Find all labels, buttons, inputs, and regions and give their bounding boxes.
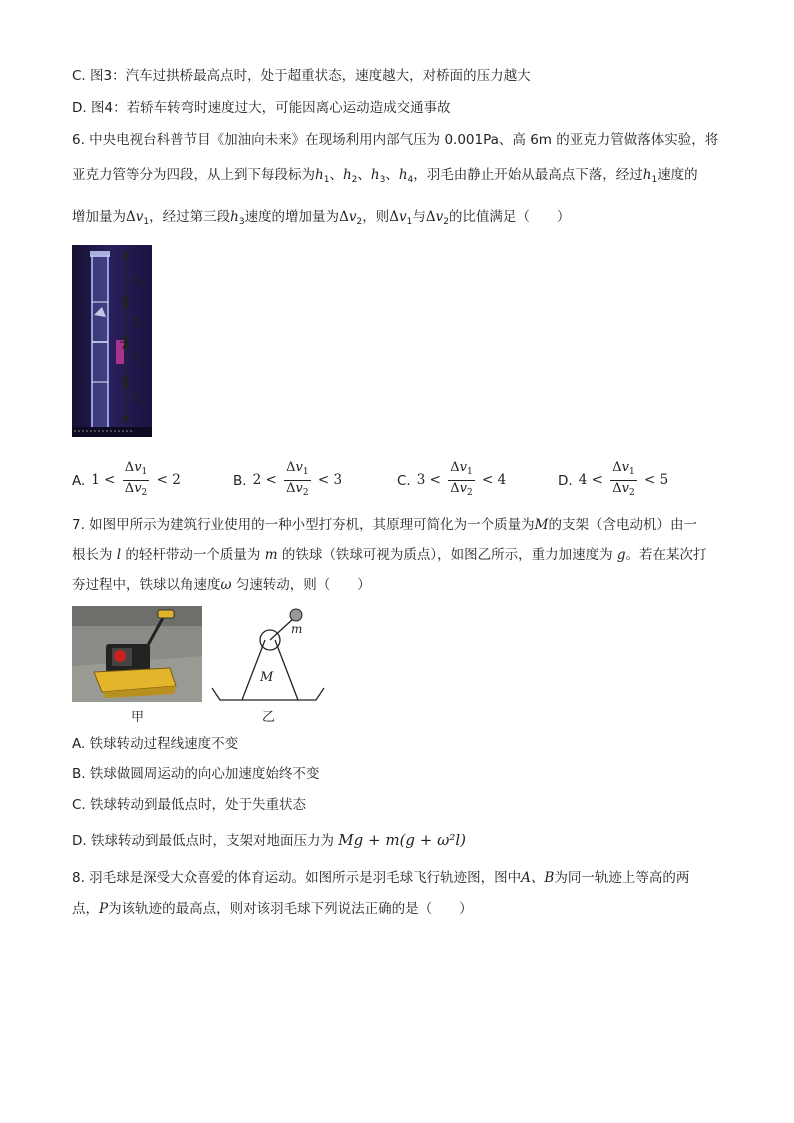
q8-stem-line2: 点，P为该轨迹的最高点，则对该羽毛球下列说法正确的是（ ）: [72, 901, 473, 917]
q6-stem-line1: 6. 中央电视台科普节目《加油向未来》在现场利用内部气压为 0.001Pa、高 6m 的亚克力管做落体实验，将: [72, 132, 719, 148]
q7-stem-line2: 根长为 l 的轻杆带动一个质量为 m 的铁球（铁球可视为质点），如图乙所示，重力加速度为 g。若在某次打: [72, 547, 707, 563]
q6-option-a: A. 1 < $\frac{\Delta v_1}{\Delta v_2}$ < 2: [72, 460, 181, 498]
q7-option-c: C. 铁球转动到最低点时，处于失重状态: [72, 797, 307, 813]
q7-option-d: D. 铁球转动到最低点时，支架对地面压力为 Mg + m(g + ω²l): [72, 831, 467, 849]
q7-option-a: A. 铁球转动过程线速度不变: [72, 736, 239, 752]
q7-figure-yi-diagram: [210, 604, 328, 704]
q7-stem-line1: 7. 如图甲所示为建筑行业使用的一种小型打夯机，其原理可简化为一个质量为M的支架（含电动机）由一: [72, 517, 697, 533]
h1-label: $h_1$: [132, 273, 147, 290]
q6-option-c: C. 3 < $\frac{\Delta v_1}{\Delta v_2}$ < 4: [397, 460, 507, 498]
h2-label: $h_2$: [132, 315, 147, 332]
h4-label: $h_4$: [132, 390, 147, 407]
q5-option-c: C. 图3：汽车过拱桥最高点时，处于超重状态，速度越大，对桥面的压力越大: [72, 68, 531, 84]
q6-stem-line3: 增加量为$\Delta v_1$，经过第三段$h_3$速度的增加量为$\Delta v_2$，则$\Delta v_1$与$\Delta v_2$的比值满足（ ）: [72, 209, 571, 227]
caption-yi: 乙: [262, 710, 276, 725]
q7-option-d-formula: Mg + m(g + ω²l): [338, 831, 467, 849]
q7-stem-line3: 夯过程中，铁球以角速度ω 匀速转动，则（ ）: [72, 577, 371, 593]
q5-option-d: D. 图4：若轿车转弯时速度过大，可能因离心运动造成交通事故: [72, 100, 451, 116]
q6-stem-line2: 亚克力管等分为四段，从上到下每段标为$h_1$、$h_2$、$h_3$、$h_4$，羽毛由静止开始从最高点下落，经过$h_1$速度的: [72, 167, 698, 185]
q6-option-b: B. 2 < $\frac{\Delta v_1}{\Delta v_2}$ < 3: [233, 460, 343, 498]
q6-option-d: D. 4 < $\frac{\Delta v_1}{\Delta v_2}$ < 5: [558, 460, 669, 498]
diagram-label-M: M: [260, 670, 274, 685]
q8-stem-line1: 8. 羽毛球是深受大众喜爱的体育运动。如图所示是羽毛球飞行轨迹图，图中A、B为同一轨迹上等高的两: [72, 870, 690, 886]
caption-jia: 甲: [131, 710, 145, 725]
h3-label: $h_3$: [132, 350, 147, 367]
q7-figure-jia-photo: [72, 606, 202, 702]
q7-option-b: B. 铁球做圆周运动的向心加速度始终不变: [72, 766, 320, 782]
diagram-label-m: m: [291, 622, 303, 636]
